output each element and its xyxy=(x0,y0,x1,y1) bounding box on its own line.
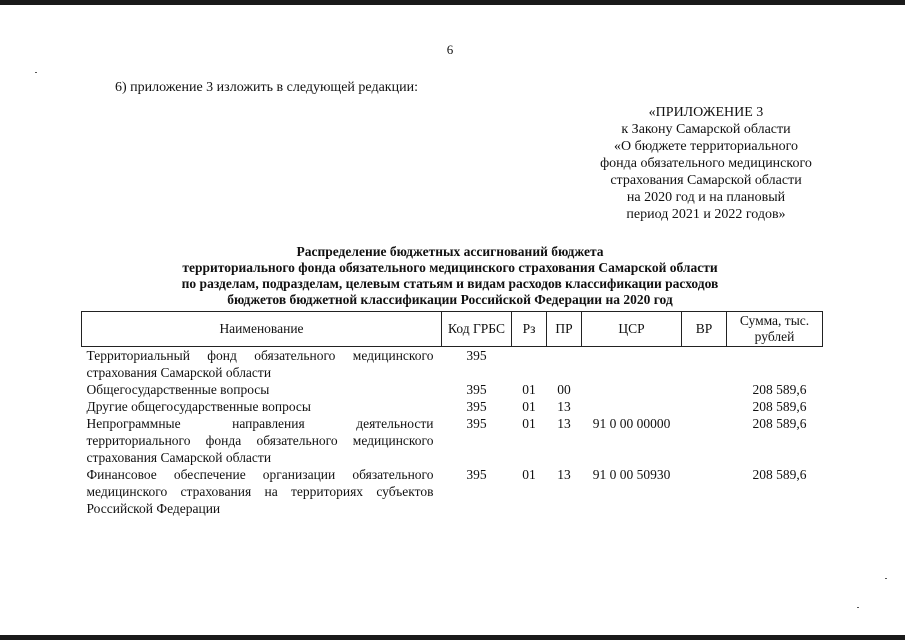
title-line: территориального фонда обязательного медицинского страхования Самарской области xyxy=(182,260,718,275)
cell-csr: 91 0 00 00000 xyxy=(592,416,671,431)
scan-speck xyxy=(885,578,887,579)
cell-csr xyxy=(582,381,682,398)
cell-rz: 01 xyxy=(522,382,536,397)
cell-sum: 208 589,6 xyxy=(752,416,807,431)
cell-pr: 13 xyxy=(557,399,571,414)
title-line: Распределение бюджетных ассигнований бюджета xyxy=(296,244,604,259)
cell-kod: 395 xyxy=(466,399,487,414)
header-name: Наименование xyxy=(82,312,442,347)
table-header-row xyxy=(82,312,823,347)
header-sum: Сумма, тыс. рублей xyxy=(727,312,823,347)
header-csr: ЦСР xyxy=(582,312,682,347)
scan-speck xyxy=(35,72,37,73)
table-row xyxy=(82,398,823,415)
cell-sum: 208 589,6 xyxy=(752,399,807,414)
cell-sum: 208 589,6 xyxy=(752,467,807,482)
appendix-line: «О бюджете территориального xyxy=(614,139,798,154)
table-row xyxy=(82,466,823,517)
cell-rz xyxy=(512,347,547,382)
cell-csr xyxy=(582,347,682,382)
title-line: бюджетов бюджетной классификации Российской Федерации на 2020 год xyxy=(227,292,673,307)
appendix-line: период 2021 и 2022 годов» xyxy=(626,207,786,222)
intro-line: 6) приложение 3 изложить в следующей редакции: xyxy=(115,80,418,95)
appendix-line: к Закону Самарской области xyxy=(621,122,791,137)
cell-name: Непрограммные направления деятельности территориального фонда обязательного медицинского страхования Самарской области xyxy=(86,416,434,465)
cell-vr xyxy=(682,381,727,398)
cell-pr: 00 xyxy=(557,382,571,397)
table-row xyxy=(82,415,823,466)
table-row xyxy=(82,347,823,382)
header-vr: ВР xyxy=(682,312,727,347)
cell-vr xyxy=(682,466,727,517)
cell-name: Общегосударственные вопросы xyxy=(86,382,270,397)
cell-vr xyxy=(682,415,727,466)
appendix-line: «ПРИЛОЖЕНИЕ 3 xyxy=(648,105,764,120)
cell-kod: 395 xyxy=(466,416,487,431)
cell-sum: 208 589,6 xyxy=(752,382,807,397)
cell-pr: 13 xyxy=(557,416,571,431)
cell-rz: 01 xyxy=(522,467,536,482)
appendix-line: страхования Самарской области xyxy=(610,173,802,188)
cell-name: Территориальный фонд обязательного медицинского страхования Самарской области xyxy=(86,348,434,380)
page-number: 6 xyxy=(446,42,454,57)
top-border xyxy=(0,0,905,5)
bottom-border xyxy=(0,635,905,640)
cell-kod: 395 xyxy=(466,382,487,397)
cell-name: Другие общегосударственные вопросы xyxy=(86,399,311,414)
scan-speck xyxy=(857,607,859,608)
cell-csr xyxy=(582,398,682,415)
cell-kod: 395 xyxy=(466,348,487,363)
cell-vr xyxy=(682,347,727,382)
cell-pr xyxy=(547,347,582,382)
appendix-line: фонда обязательного медицинского xyxy=(600,156,812,171)
title-line: по разделам, подразделам, целевым статьям и видам расходов классификации расходов xyxy=(181,276,719,291)
cell-rz: 01 xyxy=(522,416,536,431)
cell-kod: 395 xyxy=(466,467,487,482)
cell-csr: 91 0 00 50930 xyxy=(592,467,671,482)
table-row xyxy=(82,381,823,398)
header-kod: Код ГРБС xyxy=(442,312,512,347)
document-title xyxy=(60,244,840,308)
header-pr: ПР xyxy=(547,312,582,347)
cell-vr xyxy=(682,398,727,415)
appendix-header xyxy=(572,104,840,223)
header-rz: Рз xyxy=(512,312,547,347)
cell-name: Финансовое обеспечение организации обязательного медицинского страхования на территориях субъектов Российской Федерации xyxy=(86,467,434,516)
budget-table xyxy=(81,311,823,517)
cell-pr: 13 xyxy=(557,467,571,482)
cell-sum xyxy=(727,347,823,382)
appendix-line: на 2020 год и на плановый xyxy=(626,190,786,205)
cell-rz: 01 xyxy=(522,399,536,414)
